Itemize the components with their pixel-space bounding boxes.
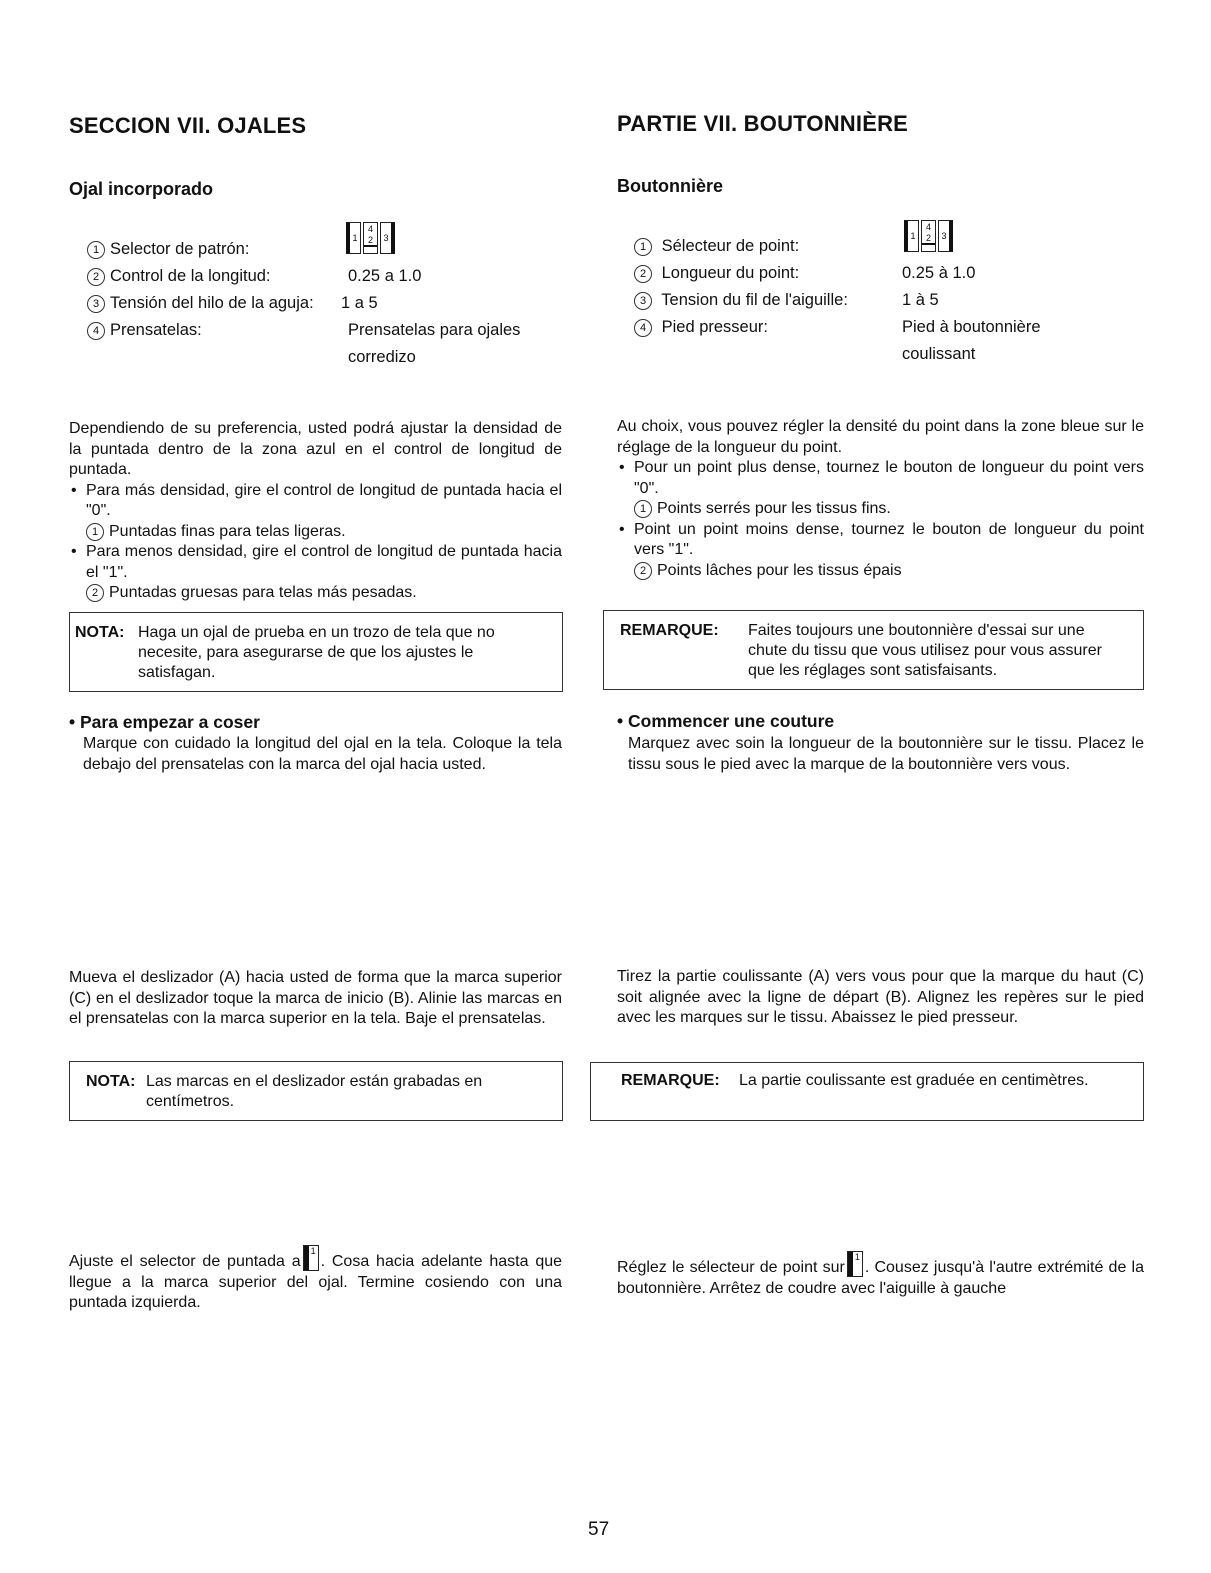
- setting-value: 0.25 a 1.0: [348, 267, 422, 285]
- selector-1-icon: 1: [303, 1245, 319, 1271]
- setting-value: 0.25 à 1.0: [902, 264, 976, 282]
- number-circle: 3: [87, 295, 105, 313]
- bullet-item: • Pour un point plus dense, tournez le bouton de longueur du point vers "0".: [617, 458, 1144, 499]
- note-text: Las marcas en el deslizador están grabadas en centímetros.: [146, 1073, 483, 1110]
- setting-row: [634, 314, 1144, 341]
- pattern-selector-icon: 1 4 2 3: [346, 222, 395, 254]
- setting-row: [87, 236, 567, 263]
- adjust-paragraph: Réglez le sélecteur de point sur 1 . Cousez jusqu'à l'autre extrémité de la boutonnière. Arrêtez de coudre avec l'aiguille à gauche: [617, 1252, 1144, 1297]
- note-label: NOTA:: [86, 1073, 136, 1090]
- sub-item: 1 Puntadas finas para telas ligeras.: [69, 522, 562, 543]
- note-text: Faites toujours une boutonnière d'essai sur une chute du tissu que vous utilisez pour vous assurer que les réglages sont satisfaisants.: [748, 622, 1102, 679]
- density-paragraph: [69, 419, 562, 604]
- setting-value: 1 a 5: [341, 294, 378, 312]
- bullet-item: • Para menos densidad, gire el control de longitud de puntada hacia el "1".: [69, 542, 562, 583]
- setting-label: Prensatelas:: [110, 321, 202, 339]
- intro-text: Au choix, vous pouvez régler la densité du point dans la zone bleue sur le réglage de la longueur du point.: [617, 418, 1144, 456]
- setting-value-cont: corredizo: [348, 348, 416, 366]
- subtitle: Boutonnière: [617, 176, 723, 196]
- setting-row: [634, 260, 1144, 287]
- bullet-item: • Point un point moins dense, tournez le bouton de longueur du point vers "1".: [617, 520, 1144, 561]
- number-circle: 4: [87, 322, 105, 340]
- number-circle: 1: [634, 238, 652, 256]
- bullet-item: • Para más densidad, gire el control de longitud de puntada hacia el "0".: [69, 481, 562, 522]
- setting-label: Tensión del hilo de la aguja:: [110, 294, 314, 312]
- setting-row: [634, 287, 1144, 314]
- note-box: [590, 1062, 1144, 1121]
- selector-1-icon: 1: [847, 1251, 863, 1277]
- setting-value: Pied à boutonnière: [902, 318, 1041, 336]
- setting-value-cont: coulissant: [902, 345, 976, 363]
- number-circle: 4: [634, 319, 652, 337]
- sub-item: 2 Puntadas gruesas para telas más pesadas.: [69, 583, 562, 604]
- subtitle: Ojal incorporado: [69, 179, 214, 199]
- setting-label: Tension du fil de l'aiguille:: [661, 291, 848, 309]
- note-box: [69, 1061, 563, 1121]
- page-number: 57: [588, 1519, 610, 1540]
- settings-list: [87, 236, 567, 371]
- setting-row: [87, 263, 567, 290]
- start-heading: • Commencer une couture: [617, 711, 835, 731]
- setting-label: Selector de patrón:: [110, 240, 250, 258]
- note-label: REMARQUE:: [620, 622, 719, 639]
- pattern-selector-icon: 1 4 2 3: [904, 220, 953, 252]
- setting-row: [87, 290, 567, 317]
- note-label: REMARQUE:: [621, 1072, 720, 1089]
- setting-row: [634, 233, 1144, 260]
- note-text: La partie coulissante est graduée en centimètres.: [739, 1072, 1089, 1089]
- sub-item: 2 Points lâches pour les tissus épais: [617, 561, 1144, 582]
- sub-item: 1 Points serrés pour les tissus fins.: [617, 499, 1144, 520]
- setting-row: [87, 317, 567, 344]
- intro-text: Dependiendo de su preferencia, usted podrá ajustar la densidad de la puntada dentro de la zona azul en el control de longitud de puntada.: [69, 420, 562, 478]
- adjust-paragraph: Ajuste el selector de puntada a 1 . Cosa hacia adelante hasta que llegue a la marca superior del ojal. Termine cosiendo con una puntada izquierda.: [69, 1246, 563, 1311]
- note-text: Haga un ojal de prueba en un trozo de tela que no necesite, para asegurarse de que los ajustes le satisfagan.: [138, 624, 495, 681]
- section-title: SECCION VII. OJALES: [69, 113, 307, 138]
- setting-label: Pied presseur:: [661, 318, 768, 336]
- setting-label: Longueur du point:: [661, 264, 800, 282]
- note-label: NOTA:: [75, 624, 125, 641]
- setting-label: Sélecteur de point:: [661, 237, 800, 255]
- start-text: Marquez avec soin la longueur de la boutonnière sur le tissu. Placez le tissu sous le pied avec la marque de la boutonnière vers vous.: [628, 735, 1144, 773]
- number-circle: 3: [634, 292, 652, 310]
- slider-paragraph: Tirez la partie coulissante (A) vers vous pour que la marque du haut (C) soit alignée avec la ligne de départ (B). Alignez les repères sur le pied avec les marques sur le tissu. Abaissez le pied presseur.: [617, 968, 1144, 1026]
- setting-value: Prensatelas para ojales: [348, 321, 521, 339]
- setting-value: 1 à 5: [902, 291, 939, 309]
- setting-label: Control de la longitud:: [110, 267, 271, 285]
- number-circle: 2: [634, 265, 652, 283]
- number-circle: 1: [87, 241, 105, 259]
- settings-list: [634, 233, 1144, 368]
- slider-paragraph: Mueva el deslizador (A) hacia usted de forma que la marca superior (C) en el deslizador toque la marca de inicio (B). Alinie las marcas en el prensatelas con la marca superior en la tela. Baje el prensatelas.: [69, 969, 562, 1027]
- section-title: PARTIE VII. BOUTONNIÈRE: [617, 111, 909, 136]
- density-paragraph: [617, 417, 1144, 581]
- start-text: Marque con cuidado la longitud del ojal en la tela. Coloque la tela debajo del prensatelas con la marca del ojal hacia usted.: [83, 735, 562, 773]
- note-box: [69, 612, 563, 692]
- start-heading: • Para empezar a coser: [69, 712, 260, 732]
- note-box: [603, 610, 1144, 690]
- number-circle: 2: [87, 268, 105, 286]
